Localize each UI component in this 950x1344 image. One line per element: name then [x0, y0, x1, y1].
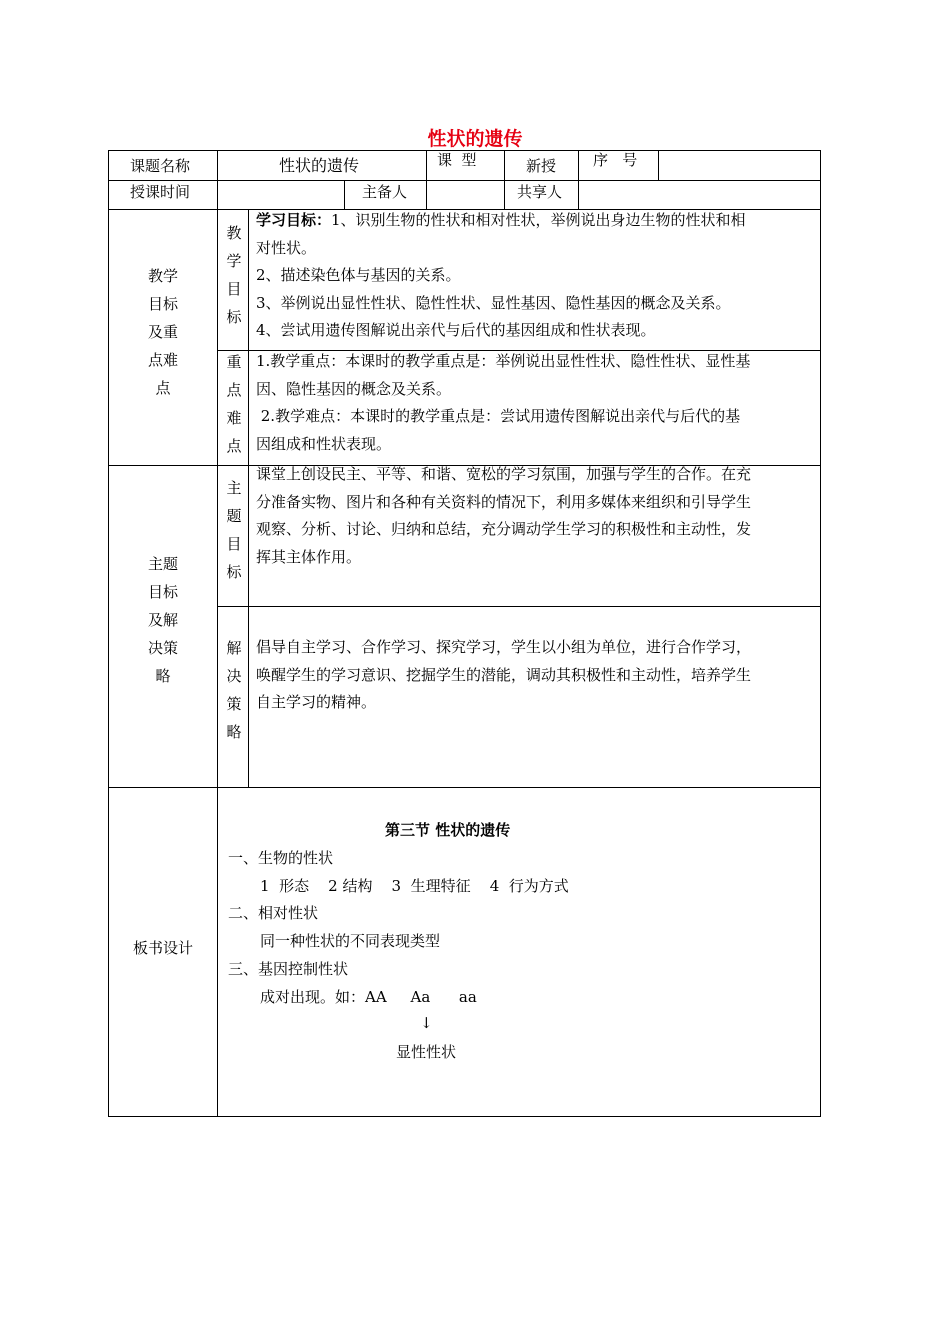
topic-value: 性状的遗传	[279, 156, 360, 175]
solution-text: 倡导自主学习、合作学习、探究学习，学生以小组为单位，进行合作学习， 唤醒学生的学习意识、挖掘学生的潜能，调动其积极性和主动性，培养学生 自主学习的精神。	[256, 638, 752, 711]
board-heading: 第三节 性状的遗传	[385, 821, 511, 839]
sharer-label: 共享人	[517, 183, 563, 201]
board-s3-desc: 成对出现。如：AA Aa aa	[260, 988, 477, 1006]
strategy-section-label: 主题 目标 及解 决策 略	[147, 555, 178, 685]
board-s2-desc: 同一种性状的不同表现类型	[260, 932, 441, 950]
theme-goal-text: 课堂上创设民主、平等、和谐、宽松的学习氛围，加强与学生的合作。在充 分准备实物、图片和各种有关资料的情况下，利用多媒体来组织和引导学生 观察、分析、讨论、归纳和总结，充分调动学生学习的积极性和主动性，发 挥其主体作用。	[256, 465, 752, 566]
solution-sublabel: 解 决 策 略	[226, 639, 242, 741]
page-title: 性状的遗传	[427, 128, 523, 150]
board-s3-title: 三、基因控制性状	[228, 960, 349, 978]
key-points-text: 1.教学重点：本课时的教学重点是：举例说出显性性状、隐性性状、显性基 因、隐性基因的概念及关系。 2.教学难点：本课时的教学重点是：尝试用遗传图解说出亲代与后代的基 因组成和性状表现。	[256, 352, 751, 453]
type-value: 新授	[526, 157, 557, 175]
preparer-label: 主备人	[362, 183, 408, 201]
teaching-goals-sublabel: 教 学 目 标	[226, 224, 242, 326]
goals-lead: 学习目标：	[256, 211, 332, 229]
key-points-sublabel: 重 点 难 点	[226, 353, 242, 455]
board-s2-title: 二、相对性状	[228, 904, 319, 922]
type-label: 课 型	[437, 151, 477, 169]
goals-section-label: 教学 目标 及重 点难 点	[147, 267, 178, 397]
board-s1-title: 一、生物的性状	[228, 849, 334, 867]
teaching-goals-text: 学习目标：1、识别生物的性状和相对性状，举例说出身边生物的性状和相 对性状。 2、描述染色体与基因的关系。 3、举例说出显性性状、隐性性状、显性基因、隐性基因的概念及关系。 4、尝试用遗传图解说出亲代与后代的基因组成和性状表现。	[256, 211, 746, 339]
theme-goal-sublabel: 主 题 目 标	[226, 479, 242, 581]
board-s1-items: 1 形态 2 结构 3 生理特征 4 行为方式	[260, 877, 569, 895]
time-label: 授课时间	[130, 183, 191, 201]
board-label: 板书设计	[132, 939, 193, 957]
down-arrow-icon: ↓	[420, 1014, 433, 1032]
topic-label: 课题名称	[130, 157, 191, 175]
board-result: 显性性状	[396, 1043, 457, 1061]
seq-label: 序 号	[593, 151, 638, 169]
